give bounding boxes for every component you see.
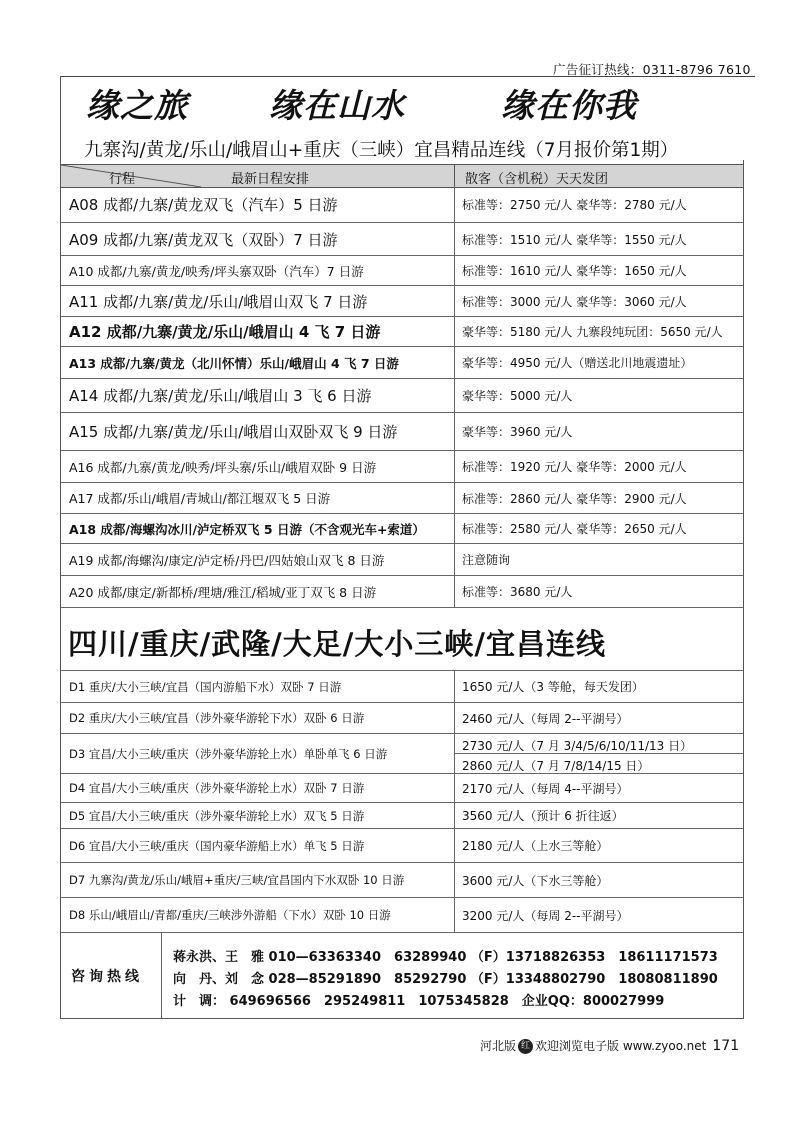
footer-website[interactable]: 欢迎浏览电子版 www.zyoo.net xyxy=(535,1039,707,1053)
route-name: A13 成都/九寨/黄龙（北川怀情）乐山/峨眉山 4 飞 7 日游 xyxy=(69,356,399,371)
route-price: 1650 元/人（3 等舱，每天发团） xyxy=(462,680,644,694)
route-price: 豪华等：5180 元/人 九寨段纯玩团：5650 元/人 xyxy=(462,325,723,339)
row-divider xyxy=(454,285,455,316)
row-divider xyxy=(454,316,455,346)
route-name: D6 宜昌/大小三峡/重庆（国内豪华游船上水）单飞 5 日游 xyxy=(69,839,365,853)
page-subtitle: 九寨沟/黄龙/乐山/峨眉山+重庆（三峡）宜昌精品连线（7月报价第1期） xyxy=(84,140,679,161)
frame-right xyxy=(743,160,744,1018)
row-divider xyxy=(454,450,455,482)
row-divider xyxy=(454,670,455,702)
route-price: 2180 元/人（上水三等舱） xyxy=(462,839,609,853)
table-row xyxy=(61,513,743,544)
table-row xyxy=(61,575,743,608)
contact-box xyxy=(61,932,743,1018)
footer-edition: 河北版 xyxy=(480,1039,517,1053)
contact-line-3: 计 调： 649696566 295249811 1075345828 企业QQ：800027999 xyxy=(173,994,665,1009)
table-row xyxy=(61,316,743,347)
route-name: D2 重庆/大小三峡/宜昌（涉外豪华游轮下水）双卧 6 日游 xyxy=(69,711,365,725)
route-name: A14 成都/九寨/黄龙/乐山/峨眉山 3 飞 6 日游 xyxy=(69,387,372,405)
page-footer xyxy=(480,1037,739,1054)
route-name: D1 重庆/大小三峡/宜昌（国内游船下水）双卧 7 日游 xyxy=(69,680,342,694)
row-divider xyxy=(454,378,455,412)
slogan xyxy=(86,80,726,125)
slogan-part-1: 缘之旅 xyxy=(86,86,188,125)
route-name: A08 成都/九寨/黄龙双飞（汽车）5 日游 xyxy=(69,196,338,214)
table-row xyxy=(61,255,743,286)
footer-badge-icon: 红 xyxy=(518,1039,533,1054)
table-row xyxy=(61,482,743,514)
route-name: D5 宜昌/大小三峡/重庆（涉外豪华游轮上水）双飞 5 日游 xyxy=(69,809,365,823)
route-price: 标准等：2750 元/人 豪华等：2780 元/人 xyxy=(462,198,687,212)
route-price: 3560 元/人（预计 6 折往返） xyxy=(462,809,624,823)
row-divider xyxy=(454,575,455,607)
table-row xyxy=(61,222,743,256)
frame-bottom xyxy=(60,1018,744,1019)
route-price: 2460 元/人（每周 2--平湖号） xyxy=(462,712,629,726)
section2-title: 四川/重庆/武隆/大足/大小三峡/宜昌连线 xyxy=(68,627,606,661)
row-divider xyxy=(454,862,455,897)
header-divider xyxy=(454,165,455,187)
route-price: 注意随询 xyxy=(462,553,511,567)
contact-label: 咨询热线 xyxy=(71,969,143,985)
row-divider xyxy=(454,828,455,862)
table-row xyxy=(61,543,743,576)
table-row xyxy=(61,802,743,829)
table-row xyxy=(61,412,743,451)
header-route: 行程 xyxy=(109,172,136,187)
page-number: 171 xyxy=(712,1038,740,1054)
route-price: 2170 元/人（每周 4--平湖号） xyxy=(462,782,629,796)
route-price: 标准等：1610 元/人 豪华等：1650 元/人 xyxy=(462,264,687,278)
route-name: D8 乐山/峨眉山/青都/重庆/三峡涉外游船（下水）双卧 10 日游 xyxy=(69,908,391,922)
row-divider xyxy=(454,412,455,450)
route-price: 豪华等：4950 元/人（赠送北川地震遗址） xyxy=(462,356,693,370)
ad-hotline: 广告征订热线：0311-8796 7610 xyxy=(553,62,751,77)
row-divider xyxy=(454,702,455,733)
route-name: D7 九寨沟/黄龙/乐山/峨眉+重庆/三峡/宜昌国内下水双卧 10 日游 xyxy=(69,873,405,887)
route-price: 标准等：3000 元/人 豪华等：3060 元/人 xyxy=(462,295,687,309)
route-name: A12 成都/九寨/黄龙/乐山/峨眉山 4 飞 7 日游 xyxy=(69,323,381,341)
row-divider xyxy=(454,482,455,513)
table-row xyxy=(61,670,743,703)
table-row xyxy=(61,346,743,379)
table-row xyxy=(61,702,743,734)
route-name: A17 成都/乐山/峨眉/青城山/都江堰双飞 5 日游 xyxy=(69,491,331,506)
contact-line-2: 向 丹、刘 念 028—85291890 85292790 （F）13348802790 18080811890 xyxy=(173,972,718,987)
table-header xyxy=(61,164,743,188)
route-name: A15 成都/九寨/黄龙/乐山/峨眉山双卧双飞 9 日游 xyxy=(69,423,398,441)
table-row xyxy=(61,378,743,413)
top-rule xyxy=(60,76,755,77)
route-price-alt: 2860 元/人（7 月 7/8/14/15 日） xyxy=(462,759,650,773)
table-row xyxy=(61,897,743,933)
row-divider xyxy=(454,222,455,255)
route-price: 标准等：2580 元/人 豪华等：2650 元/人 xyxy=(462,522,687,536)
route-name: D4 宜昌/大小三峡/重庆（涉外豪华游轮上水）双卧 7 日游 xyxy=(69,781,365,795)
route-price: 标准等：1920 元/人 豪华等：2000 元/人 xyxy=(462,460,687,474)
table-row xyxy=(61,862,743,898)
table-row xyxy=(61,186,743,223)
route-name: D3 宜昌/大小三峡/重庆（涉外豪华游轮上水）单卧单飞 6 日游 xyxy=(69,747,388,761)
table-row xyxy=(61,450,743,483)
route-name: A20 成都/康定/新都桥/理塘/雅江/稻城/亚丁双飞 8 日游 xyxy=(69,585,377,600)
route-name: A11 成都/九寨/黄龙/乐山/峨眉山双飞 7 日游 xyxy=(69,293,368,311)
route-price: 3600 元/人（下水三等舱） xyxy=(462,874,609,888)
row-divider xyxy=(454,802,455,828)
contact-line-1: 蒋永洪、王 雅 010—63363340 63289940 （F）13718826353 18611171573 xyxy=(173,950,718,965)
slogan-part-2: 缘在山水 xyxy=(269,86,405,125)
table-row xyxy=(61,285,743,317)
route-price: 标准等：1510 元/人 豪华等：1550 元/人 xyxy=(462,233,687,247)
route-price: 标准等：2860 元/人 豪华等：2900 元/人 xyxy=(462,492,687,506)
table-row xyxy=(61,733,743,774)
row-divider xyxy=(454,186,455,222)
slogan-part-3: 缘在你我 xyxy=(501,86,637,125)
route-price: 2730 元/人（7 月 3/4/5/6/10/11/13 日） xyxy=(462,739,693,753)
table-row xyxy=(61,773,743,803)
row-divider xyxy=(454,897,455,932)
row-divider xyxy=(454,513,455,543)
price-split-line xyxy=(454,753,743,754)
table-row xyxy=(61,828,743,863)
contact-divider xyxy=(161,932,162,1018)
route-name: A09 成都/九寨/黄龙双飞（双卧）7 日游 xyxy=(69,231,338,249)
route-name: A16 成都/九寨/黄龙/映秀/坪头寨/乐山/峨眉双卧 9 日游 xyxy=(69,460,377,475)
row-divider xyxy=(454,543,455,575)
header-schedule: 最新日程安排 xyxy=(231,172,310,187)
route-name: A10 成都/九寨/黄龙/映秀/坪头寨双卧（汽车）7 日游 xyxy=(69,264,364,279)
route-price: 3200 元/人（每周 2--平湖号） xyxy=(462,909,629,923)
header-price: 散客（含机税）天天发团 xyxy=(465,172,609,187)
row-divider xyxy=(454,346,455,378)
route-price: 豪华等：5000 元/人 xyxy=(462,389,573,403)
row-divider xyxy=(454,255,455,285)
route-name: A18 成都/海螺沟冰川/泸定桥双飞 5 日游（不含观光车+索道） xyxy=(69,522,425,537)
route-price: 标准等：3680 元/人 xyxy=(462,585,573,599)
row-divider xyxy=(454,773,455,802)
route-name: A19 成都/海螺沟/康定/泸定桥/丹巴/四姑娘山双飞 8 日游 xyxy=(69,553,385,568)
route-price: 豪华等：3960 元/人 xyxy=(462,425,573,439)
